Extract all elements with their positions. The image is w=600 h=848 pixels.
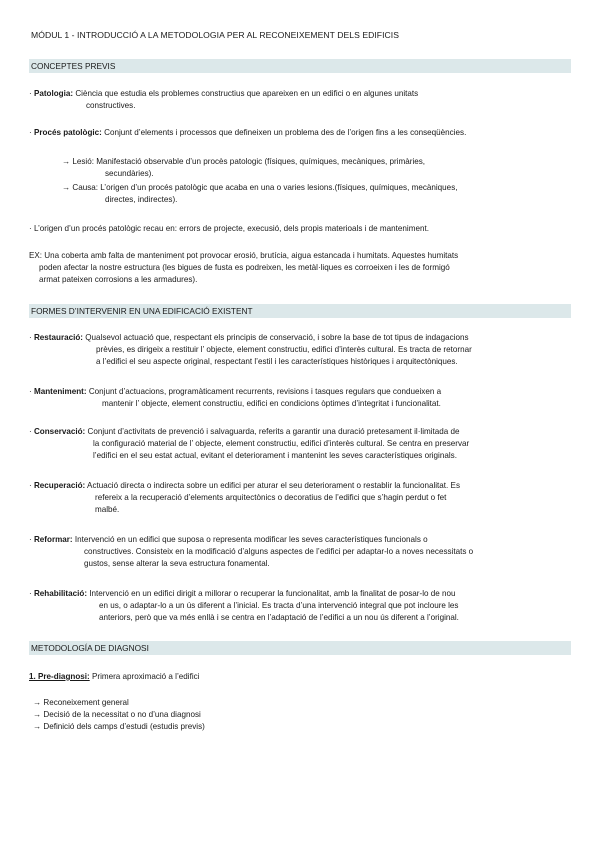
term-label: Recuperació: xyxy=(33,481,86,490)
definition-text-cont: constructives. xyxy=(86,101,136,110)
term-label: Procés patològic: xyxy=(33,128,102,137)
list-item-text: Definició dels camps d’estudi (estudis previs) xyxy=(43,722,205,731)
step-item-list xyxy=(33,697,578,733)
example-text-cont: armat pateixen corrosions a les armadures). xyxy=(39,275,198,284)
list-item xyxy=(33,709,578,721)
definition-text: Conjunt d’elements i processos que defineixen un problema des de l’origen fins a les conseqüències. xyxy=(104,128,467,137)
bullet: · xyxy=(29,535,32,544)
sub-item-text: Causa: L’origen d’un procés patològic que acaba en una o varies lesions.(físiques, químiques, mecàniques, xyxy=(72,183,458,192)
bullet: · xyxy=(29,333,32,342)
section-heading-formes xyxy=(29,304,571,318)
term-label: Manteniment: xyxy=(33,387,87,396)
list-item-text: Decisió de la necessitat o no d’una diagnosi xyxy=(43,710,201,719)
sub-item-text: Lesió: Manifestació observable d’un procès patologic (físiques, químiques, mecàniques, primàries, xyxy=(72,157,426,166)
definition-conservacio xyxy=(29,426,574,462)
example-text: EX: Una coberta amb falta de manteniment pot provocar erosió, brutícia, aigua estancada i humitats. Aquestes humitats xyxy=(29,251,459,260)
example-paragraph xyxy=(29,250,574,286)
section-heading-conceptes xyxy=(29,59,571,73)
arrow-icon: → xyxy=(62,157,71,166)
bullet: · xyxy=(29,481,32,490)
definition-proces-patologic xyxy=(29,127,574,139)
term-label: Conservació: xyxy=(33,427,86,436)
bullet: · xyxy=(29,387,32,396)
definition-text: Conjunt d’actuacions, programàticament recurrents, revisions i tasques regulars que condueixen a xyxy=(88,387,442,396)
term-label: Patologia: xyxy=(33,89,74,98)
definition-text: Actuació directa o indirecta sobre un edifici per aturar el seu deteriorament o restablir la funcionalitat. Es xyxy=(87,481,461,490)
sub-item-text-cont: directes, indirectes). xyxy=(105,195,178,204)
arrow-icon: → xyxy=(33,698,42,707)
definition-text-cont: mantenir l’ objecte, element constructiu, edifici en condicions òptimes d’integritat i funcionalitat. xyxy=(102,399,441,408)
document-title: MÓDUL 1 - INTRODUCCIÓ A LA METODOLOGIA PER AL RECONEIXEMENT DELS EDIFICIS xyxy=(31,30,400,40)
definition-text-cont: en us, o adaptar-lo a un ús diferent a l’inicial. Es tracta d’una intervenció integral que pot incloure les xyxy=(99,601,459,610)
bullet: · xyxy=(29,89,32,98)
bullet: · xyxy=(29,224,32,233)
definition-patologia xyxy=(29,88,574,112)
step-label: 1. Pre-diagnosi: xyxy=(29,672,90,681)
sub-item-text-cont: secundàries). xyxy=(105,169,154,178)
sub-item-lesio xyxy=(62,156,574,180)
origen-text: L’origen d’un procés patològic recau en: errors de projecte, execusió, dels propis materioals i de manteniment. xyxy=(33,224,429,233)
definition-text: Conjunt d’activitats de prevenció i salvaguarda, referits a garantir una duració pretesament il·limitada de xyxy=(87,427,460,436)
term-label: Reformar: xyxy=(33,535,73,544)
definition-text-cont: anteriors, però que va més enllà i se centra en l’adaptació de l’edifici a un nou ús diferent a l’original. xyxy=(99,613,459,622)
definition-text: Intervenció en un edifici que suposa o representa modificar les seves característiques funcionals o xyxy=(74,535,428,544)
example-text-cont: poden afectar la nostre estructura (les bigues de fusta es podreixen, les metàl·liques es corroeixen i les de formigó xyxy=(39,263,450,272)
list-item xyxy=(33,721,578,733)
term-label: Restauració: xyxy=(33,333,83,342)
definition-text-cont: gustos, sense alterar la seva estructura fonamental. xyxy=(84,559,270,568)
origen-note xyxy=(29,223,574,235)
definition-manteniment xyxy=(29,386,574,410)
arrow-icon: → xyxy=(62,183,71,192)
definition-text-cont: la configuració material de l’ objecte, element constructiu, edifici d’interès cultural. Se centra en preservar xyxy=(93,439,470,448)
definition-restauracio xyxy=(29,332,574,368)
definition-recuperacio xyxy=(29,480,574,516)
sub-item-causa xyxy=(62,182,574,206)
definition-text-cont: l’edifici en el seu estat actual, evitant el deteriorament i mantenint les seves característiques originals. xyxy=(93,451,457,460)
section-heading-text: METODOLOGÍA DE DIAGNOSI xyxy=(31,643,149,653)
definition-reformar xyxy=(29,534,574,570)
definition-text-cont: a l’edifici el seu aspecte original, respectant l’estil i les característiques històriques i arquitectòniques. xyxy=(96,357,458,366)
definition-text-cont: prèvies, es dirigeix a restituir l’ objecte, element constructiu, edifici d’interès cultural. Es tracta de retornar xyxy=(96,345,472,354)
definition-text-cont: malbé. xyxy=(95,505,120,514)
arrow-icon: → xyxy=(33,722,42,731)
definition-rehabilitacio xyxy=(29,588,574,624)
arrow-icon: → xyxy=(33,710,42,719)
bullet: · xyxy=(29,427,32,436)
section-heading-text: CONCEPTES PREVIS xyxy=(31,61,116,71)
section-heading-text: FORMES D’INTERVENIR EN UNA EDIFICACIÓ EXISTENT xyxy=(31,306,253,316)
definition-text: Qualsevol actuació que, respectant els principis de conservació, i sobre la base de tot tipus de indagacions xyxy=(85,333,469,342)
definition-text: Ciència que estudia els problemes constructius que apareixen en un edifici o en algunes unitats xyxy=(75,89,419,98)
step-prediagnosi xyxy=(29,671,574,683)
list-item-text: Reconeixement general xyxy=(43,698,129,707)
term-label: Rehabilitació: xyxy=(33,589,88,598)
step-text: Primera aproximació a l’edifici xyxy=(91,672,200,681)
bullet: · xyxy=(29,128,32,137)
definition-text: Intervenció en un edifici dirigit a millorar o recuperar la funcionalitat, amb la finalitat de posar-lo de nou xyxy=(89,589,456,598)
definition-text-cont: constructives. Consisteix en la modificació d’alguns aspectes de l’edifici per adaptar-lo a noves necessitats o xyxy=(84,547,474,556)
section-heading-metodologia xyxy=(29,641,571,655)
list-item xyxy=(33,697,578,709)
definition-text-cont: refereix a la recuperació d’elements arquitectònics o decoratius de l’edifici que s’hagin perdut o fet xyxy=(95,493,447,502)
bullet: · xyxy=(29,589,32,598)
